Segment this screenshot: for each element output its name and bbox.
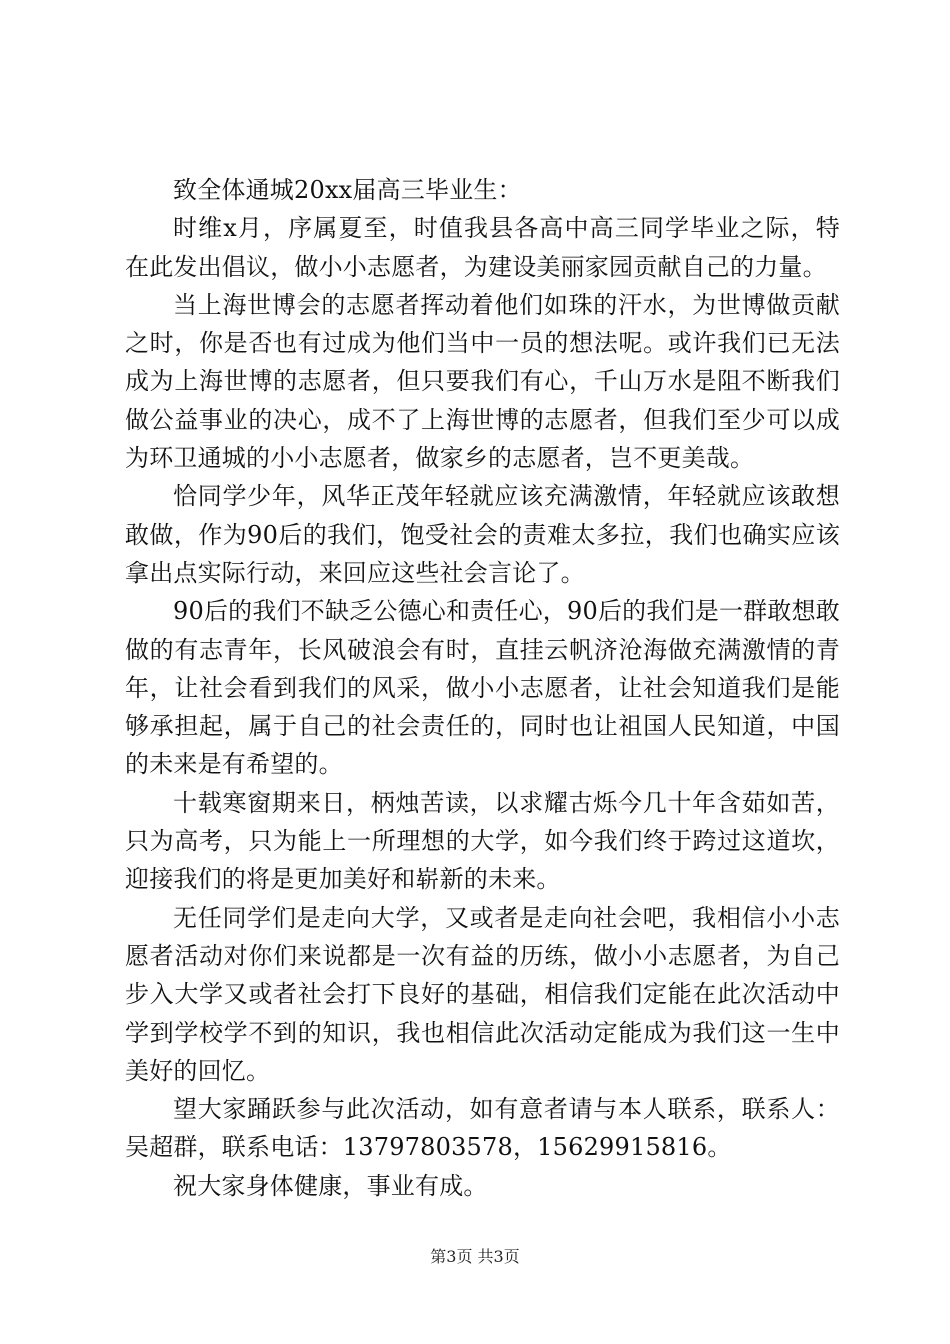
- paragraph: 时维x月，序属夏至，时值我县各高中高三同学毕业之际，特在此发出倡议，做小小志愿者，为建设美丽家园贡献自己的力量。: [125, 214, 840, 281]
- salutation: 致全体通城20xx届高三毕业生：: [173, 176, 522, 204]
- paragraph: 十载寒窗期来日，柄烛苦读，以求耀古烁今几十年含茹如苦，只为高考，只为能上一所理想的大学，如今我们终于跨过这道坎，迎接我们的将是更加美好和崭新的未来。: [125, 788, 840, 894]
- paragraph: 无任同学们是走向大学，又或者是走向社会吧，我相信小小志愿者活动对你们来说都是一次有益的历练，做小小志愿者，为自己步入大学又或者社会打下良好的基础，相信我们定能在此次活动中学到学校学不到的知识，我也相信此次活动定能成为我们这一生中美好的回忆。: [125, 903, 840, 1085]
- paragraph: 90后的我们不缺乏公德心和责任心，90后的我们是一群敢想敢做的有志青年，长风破浪会有时，直挂云帆济沧海做充满激情的青年，让社会看到我们的风采，做小小志愿者，让社会知道我们是能够承担起，属于自己的社会责任的，同时也让祖国人民知道，中国的未来是有希望的。: [125, 597, 840, 779]
- contact-paragraph: 望大家踊跃参与此次活动，如有意者请与本人联系，联系人：吴超群，联系电话：13797803578，15629915816。: [125, 1095, 840, 1162]
- page-number-footer: 第3页 共3页: [430, 1247, 520, 1266]
- letter-body: [125, 171, 840, 1205]
- paragraph: 当上海世博会的志愿者挥动着他们如珠的汗水，为世博做贡献之时，你是否也有过成为他们当中一员的想法呢。或许我们已无法成为上海世博的志愿者，但只要我们有心，千山万水是阻不断我们做公益事业的决心，成不了上海世博的志愿者，但我们至少可以成为环卫通城的小小志愿者，做家乡的志愿者，岂不更美哉。: [125, 290, 840, 473]
- closing-wish: 祝大家身体健康，事业有成。: [173, 1171, 488, 1200]
- paragraph: 恰同学少年，风华正茂年轻就应该充满激情，年轻就应该敢想敢做，作为90后的我们，饱受社会的责难太多拉，我们也确实应该拿出点实际行动，来回应这些社会言论了。: [125, 482, 840, 587]
